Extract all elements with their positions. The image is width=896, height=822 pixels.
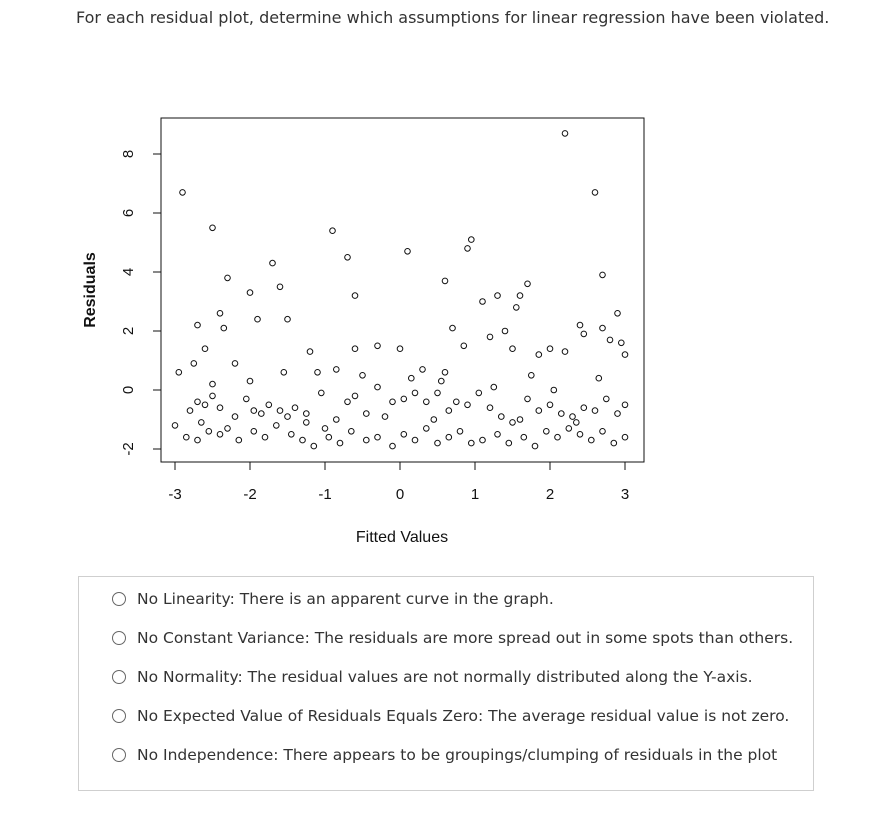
data-point [270, 260, 276, 266]
data-point [517, 293, 523, 299]
data-point [232, 414, 238, 420]
option-no-normality[interactable] [112, 665, 753, 689]
y-axis-label: Residuals [82, 252, 99, 328]
data-point [424, 399, 430, 405]
data-point [480, 437, 486, 443]
data-point [487, 334, 493, 340]
plot-frame [161, 118, 644, 462]
data-point [251, 429, 257, 435]
data-point [529, 373, 535, 379]
data-point [225, 275, 231, 281]
data-point [442, 370, 448, 376]
data-point [431, 417, 437, 423]
data-point [202, 346, 208, 352]
data-point [397, 346, 403, 352]
data-point [180, 190, 186, 196]
data-point [191, 361, 197, 367]
data-point [221, 325, 227, 331]
data-point [337, 440, 343, 446]
data-point [600, 272, 606, 278]
data-point [255, 316, 261, 322]
data-point [442, 278, 448, 284]
data-point [510, 420, 516, 426]
data-point [435, 440, 441, 446]
y-tick-label: -2 [120, 442, 137, 456]
data-point [326, 434, 332, 440]
data-point [457, 429, 463, 435]
data-point [566, 426, 572, 432]
data-point [596, 375, 602, 381]
data-point [581, 331, 587, 337]
data-point [506, 440, 512, 446]
answer-options [78, 576, 814, 791]
data-point [420, 367, 426, 373]
data-point [195, 399, 201, 405]
x-tick-label: -2 [243, 486, 257, 503]
x-tick-label: -3 [168, 486, 182, 503]
data-point [536, 352, 542, 358]
data-point [487, 405, 493, 411]
data-point [244, 396, 250, 402]
data-point [319, 390, 325, 396]
data-point [217, 311, 223, 317]
scatter-points [172, 131, 628, 449]
data-point [547, 346, 553, 352]
data-point [375, 384, 381, 390]
data-point [611, 440, 617, 446]
data-point [172, 423, 178, 429]
data-point [570, 414, 576, 420]
data-point [345, 254, 351, 260]
data-point [592, 408, 598, 414]
data-point [285, 414, 291, 420]
x-tick-label: 0 [395, 486, 405, 503]
data-point [289, 432, 295, 438]
data-point [600, 429, 606, 435]
data-point [184, 434, 190, 440]
data-point [375, 434, 381, 440]
data-point [315, 370, 321, 376]
data-point [435, 390, 441, 396]
data-point [495, 293, 501, 299]
data-point [495, 432, 501, 438]
data-point [225, 426, 231, 432]
y-axis [120, 150, 161, 456]
data-point [551, 387, 557, 393]
option-label: No Independence: There appears to be groupings/clumping of residuals in the plot [137, 746, 778, 764]
data-point [604, 396, 610, 402]
data-point [304, 420, 310, 426]
data-point [544, 429, 550, 435]
data-point [210, 393, 216, 399]
data-point [247, 290, 253, 296]
data-point [364, 437, 370, 443]
data-point [352, 346, 358, 352]
data-point [424, 426, 430, 432]
radio-button[interactable] [112, 709, 126, 723]
data-point [401, 396, 407, 402]
data-point [300, 437, 306, 443]
data-point [349, 429, 355, 435]
data-point [345, 399, 351, 405]
data-point [390, 399, 396, 405]
data-point [589, 437, 595, 443]
option-label: No Expected Value of Residuals Equals Zero: The average residual value is not zero. [137, 707, 790, 725]
data-point [360, 373, 366, 379]
x-tick-label: 1 [470, 486, 480, 503]
data-point [600, 325, 606, 331]
data-point [195, 437, 201, 443]
data-point [615, 311, 621, 317]
data-point [390, 443, 396, 449]
data-point [622, 434, 628, 440]
data-point [195, 322, 201, 328]
data-point [405, 249, 411, 255]
data-point [292, 405, 298, 411]
data-point [274, 423, 280, 429]
data-point [615, 411, 621, 417]
data-point [311, 443, 317, 449]
radio-button[interactable] [112, 631, 126, 645]
option-no-expected-value-zero[interactable] [112, 704, 789, 728]
data-point [446, 434, 452, 440]
data-point [352, 293, 358, 299]
data-point [562, 131, 568, 137]
x-tick-label: 2 [545, 486, 555, 503]
data-point [559, 411, 565, 417]
data-point [236, 437, 242, 443]
data-point [262, 434, 268, 440]
data-point [206, 429, 212, 435]
radio-button[interactable] [112, 592, 126, 606]
data-point [480, 299, 486, 305]
data-point [454, 399, 460, 405]
y-tick-label: 2 [120, 326, 137, 336]
data-point [334, 417, 340, 423]
data-point [334, 367, 340, 373]
data-point [199, 420, 205, 426]
data-point [521, 434, 527, 440]
data-point [304, 411, 310, 417]
option-no-constant-variance[interactable] [112, 626, 793, 650]
data-point [176, 370, 182, 376]
y-tick-label: 8 [120, 149, 137, 159]
data-point [577, 322, 583, 328]
data-point [202, 402, 208, 408]
data-point [465, 246, 471, 252]
data-point [536, 408, 542, 414]
question-text: For each residual plot, determine which assumptions for linear regression have been violated. [76, 8, 830, 27]
x-tick-label: -1 [318, 486, 332, 503]
data-point [210, 381, 216, 387]
data-point [562, 349, 568, 355]
data-point [469, 440, 475, 446]
data-point [517, 417, 523, 423]
data-point [330, 228, 336, 234]
data-point [510, 346, 516, 352]
data-point [439, 378, 445, 384]
data-point [622, 402, 628, 408]
data-point [259, 411, 265, 417]
data-point [547, 402, 553, 408]
data-point [622, 352, 628, 358]
data-point [502, 328, 508, 334]
data-point [210, 225, 216, 231]
data-point [555, 434, 561, 440]
data-point [465, 402, 471, 408]
data-point [187, 408, 193, 414]
y-tick-label: 0 [120, 385, 137, 395]
data-point [525, 396, 531, 402]
data-point [217, 432, 223, 438]
data-point [352, 393, 358, 399]
data-point [619, 340, 625, 346]
option-label: No Constant Variance: The residuals are more spread out in some spots than others. [137, 629, 794, 647]
data-point [592, 190, 598, 196]
option-no-linearity[interactable] [112, 587, 554, 611]
data-point [574, 420, 580, 426]
data-point [412, 390, 418, 396]
data-point [281, 370, 287, 376]
x-axis-label: Fitted Values [355, 529, 449, 546]
x-tick-label: 3 [620, 486, 630, 503]
data-point [450, 325, 456, 331]
data-point [469, 237, 475, 243]
data-point [401, 432, 407, 438]
data-point [607, 337, 613, 343]
x-axis [168, 462, 629, 503]
data-point [277, 284, 283, 290]
data-point [581, 405, 587, 411]
data-point [577, 432, 583, 438]
data-point [476, 390, 482, 396]
data-point [307, 349, 313, 355]
data-point [514, 305, 520, 311]
y-tick-label: 4 [120, 267, 137, 277]
data-point [525, 281, 531, 287]
data-point [446, 408, 452, 414]
data-point [382, 414, 388, 420]
data-point [266, 402, 272, 408]
data-point [247, 378, 253, 384]
data-point [364, 411, 370, 417]
radio-button[interactable] [112, 748, 126, 762]
data-point [412, 437, 418, 443]
data-point [285, 316, 291, 322]
data-point [491, 384, 497, 390]
data-point [409, 375, 415, 381]
option-label: No Linearity: There is an apparent curve in the graph. [137, 590, 554, 608]
option-no-independence[interactable] [112, 743, 777, 767]
data-point [461, 343, 467, 349]
radio-button[interactable] [112, 670, 126, 684]
data-point [217, 405, 223, 411]
data-point [532, 443, 538, 449]
option-label: No Normality: The residual values are not normally distributed along the Y-axis. [137, 668, 753, 686]
data-point [375, 343, 381, 349]
data-point [322, 426, 328, 432]
data-point [499, 414, 505, 420]
data-point [232, 361, 238, 367]
y-tick-label: 6 [120, 208, 137, 218]
data-point [251, 408, 257, 414]
data-point [277, 408, 283, 414]
